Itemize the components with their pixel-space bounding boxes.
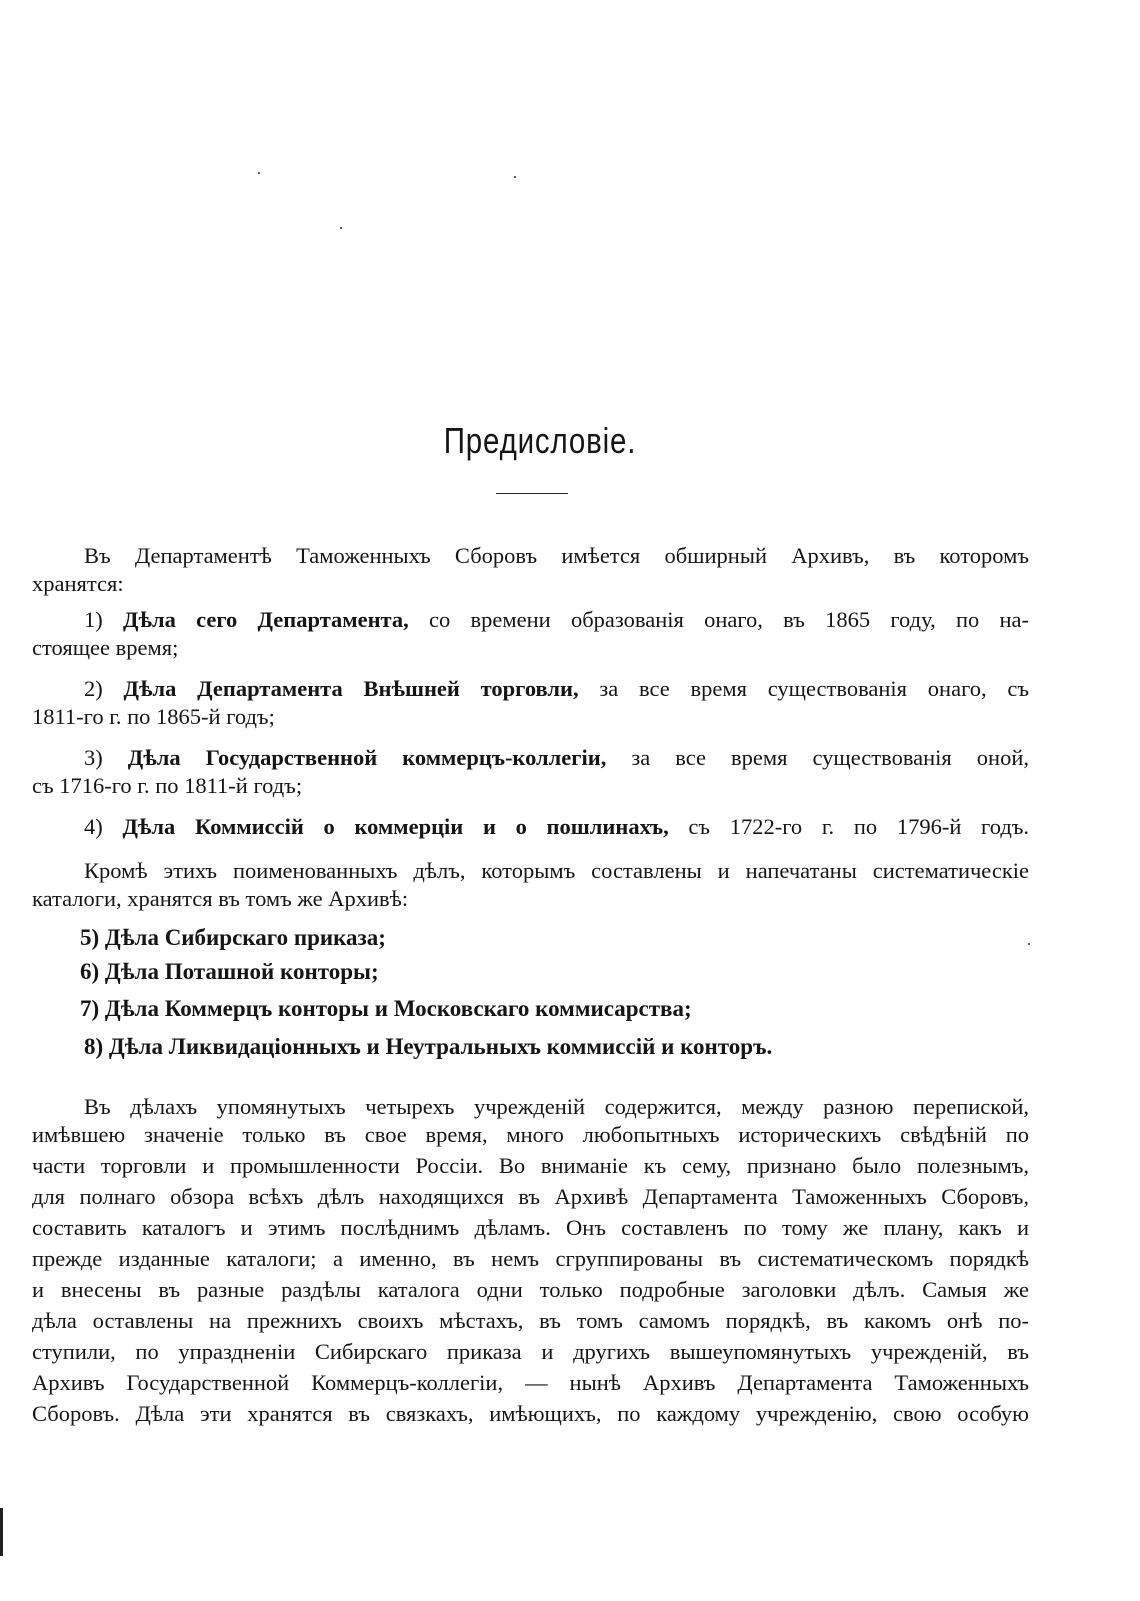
list-item-8: 8) Дѣла Ликвидаціонныхъ и Неутральныхъ коммиссій и конторъ. — [84, 1034, 773, 1059]
list-item-3 — [84, 744, 1029, 772]
text-line: каталоги, хранятся въ томъ же Архивѣ: — [32, 886, 409, 911]
text-line: составить каталогъ и этимъ послѣднимъ дѣламъ. Онъ составленъ по тому же плану, какъ и — [32, 1215, 1029, 1240]
text-line: съ 1716-го г. по 1811-й годъ; — [32, 773, 303, 798]
list-number: 3) — [84, 745, 103, 770]
list-number: 1) — [84, 607, 103, 632]
text-line: и внесены въ разные раздѣлы каталога одни только подробные заголовки дѣлъ. Самыя же — [32, 1277, 1029, 1302]
list-item-5: 5) Дѣла Сибирскаго приказа; — [80, 925, 386, 950]
text-line: прежде изданные каталоги; а именно, въ немъ сгруппированы въ систематическомъ порядкѣ — [32, 1246, 1029, 1271]
list-item-heading: Дѣла Департамента Внѣшней торговли, — [123, 676, 579, 701]
list-item-2 — [84, 675, 1029, 703]
text-line: части торговли и промышленности Россіи. Во вниманіе къ сему, признано было полезнымъ, — [32, 1153, 1029, 1178]
list-item-7: 7) Дѣла Коммерцъ конторы и Московскаго коммисарства; — [80, 996, 692, 1021]
title-divider — [496, 493, 568, 494]
text-line: для полнаго обзора всѣхъ дѣлъ находящихся въ Архивѣ Департамента Таможенныхъ Сборовъ, — [32, 1184, 1029, 1209]
text-line: Архивъ Государственной Коммерцъ-коллегіи, — нынѣ Архивъ Департамента Таможенныхъ — [32, 1370, 1029, 1395]
scan-edge-mark — [0, 1508, 3, 1556]
text-line: ступили, по упраздненіи Сибирскаго приказа и другихъ вышеупомянутыхъ учрежденій, въ — [32, 1339, 1029, 1364]
list-item-text: за все время существованія онаго, съ — [599, 676, 1029, 701]
list-number: 2) — [84, 676, 103, 701]
text-line: Въ дѣлахъ упомянутыхъ четырехъ учрежденій содержится, между разною перепиской, — [84, 1094, 1029, 1119]
list-item-text: съ 1722-го г. по 1796-й годъ. — [688, 814, 1029, 839]
scan-speck — [258, 172, 260, 174]
scan-speck — [514, 176, 516, 178]
list-item-1 — [84, 606, 1029, 634]
text-line: хранятся: — [32, 571, 124, 596]
text-line: Въ Департаментѣ Таможенныхъ Сборовъ имѣется обширный Архивъ, въ которомъ — [84, 543, 1029, 568]
list-item-heading: Дѣла Государственной коммерцъ-коллегіи, — [127, 745, 607, 770]
text-line: дѣла оставлены на прежнихъ своихъ мѣстахъ, въ томъ самомъ порядкѣ, въ какомъ онѣ по- — [32, 1308, 1029, 1333]
text-line: 1811-го г. по 1865-й годъ; — [32, 704, 275, 729]
list-number: 4) — [84, 814, 103, 839]
list-item-heading: Дѣла сего Департамента, — [123, 607, 409, 632]
list-item-text: за все время существованія оной, — [631, 745, 1029, 770]
list-item-6: 6) Дѣла Поташной конторы; — [80, 959, 379, 984]
page-title: Предисловіе. — [443, 420, 637, 461]
scan-speck — [1028, 943, 1030, 945]
text-line: Кромѣ этихъ поименованныхъ дѣлъ, которымъ составлены и напечатаны систематическіе — [84, 858, 1029, 883]
list-item-heading: Дѣла Коммиссій о коммерціи и о пошлинахъ, — [122, 814, 669, 839]
text-line: стоящее время; — [32, 635, 179, 660]
list-item-4 — [84, 813, 1029, 841]
text-line: Сборовъ. Дѣла эти хранятся въ связкахъ, имѣющихъ, по каждому учрежденію, свою особую — [32, 1401, 1029, 1426]
text-line: имѣвшею значеніе только въ свое время, много любопытныхъ историческихъ свѣдѣній по — [32, 1122, 1029, 1147]
scan-speck — [340, 227, 342, 229]
list-item-text: со времени образованія онаго, въ 1865 году, по на- — [429, 607, 1029, 632]
